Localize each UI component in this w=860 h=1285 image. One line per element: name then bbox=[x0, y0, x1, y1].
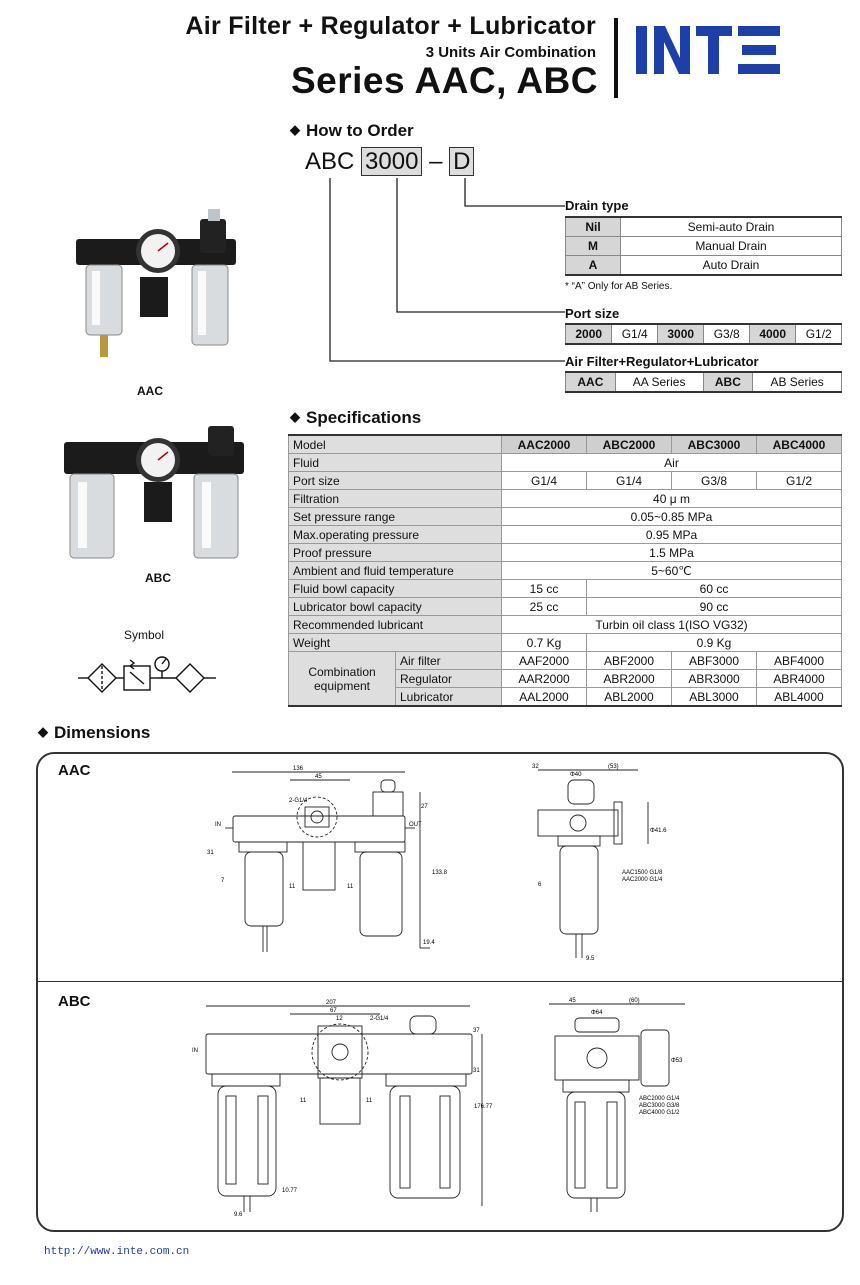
table-row: Fluid Air bbox=[289, 454, 842, 472]
abc-caption: ABC bbox=[145, 571, 171, 585]
svg-text:31: 31 bbox=[473, 1068, 480, 1074]
table-row: Ambient and fluid temperature 5~60℃ bbox=[289, 562, 842, 580]
pneumatic-symbol-icon bbox=[78, 648, 218, 708]
svg-text:10.77: 10.77 bbox=[282, 1188, 298, 1194]
specifications-heading: ◆ Specifications bbox=[290, 408, 422, 427]
svg-text:32: 32 bbox=[532, 764, 539, 770]
page-subtitle: 3 Units Air Combination bbox=[425, 44, 596, 61]
svg-text:9.6: 9.6 bbox=[234, 1212, 243, 1218]
svg-text:37: 37 bbox=[473, 1028, 480, 1034]
svg-text:ABC3000 G3/8: ABC3000 G3/8 bbox=[639, 1103, 680, 1109]
aac-side-drawing bbox=[518, 762, 688, 967]
svg-text:27: 27 bbox=[421, 804, 428, 810]
table-row: Port size G1/4 G1/4 G3/8 G1/2 bbox=[289, 472, 842, 490]
svg-text:136: 136 bbox=[293, 766, 304, 772]
svg-text:(60): (60) bbox=[629, 998, 640, 1004]
port-size-label: Port size bbox=[565, 306, 620, 321]
table-row: Set pressure range 0.05~0.85 MPa bbox=[289, 508, 842, 526]
aac-front-drawing bbox=[205, 762, 450, 972]
page-title: Air Filter + Regulator + Lubricator bbox=[185, 12, 596, 40]
svg-text:67: 67 bbox=[330, 1008, 337, 1014]
abc-side-drawing bbox=[545, 996, 695, 1218]
table-row: Regulator AAR2000 ABR2000 ABR3000 ABR4000 bbox=[289, 670, 842, 688]
svg-text:6: 6 bbox=[538, 882, 542, 888]
svg-text:31: 31 bbox=[207, 850, 214, 856]
svg-text:Φ40: Φ40 bbox=[570, 772, 582, 778]
table-row: Model AAC2000 ABC2000 ABC3000 ABC4000 bbox=[289, 435, 842, 454]
svg-text:Φ41.6: Φ41.6 bbox=[650, 828, 667, 834]
svg-text:12: 12 bbox=[336, 1016, 343, 1022]
table-row: AAC AA Series ABC AB Series bbox=[566, 372, 842, 392]
svg-text:IN: IN bbox=[215, 822, 221, 828]
specifications-table bbox=[288, 434, 842, 707]
table-row: Lubricator AAL2000 ABL2000 ABL3000 ABL4000 bbox=[289, 688, 842, 707]
order-connector-lines bbox=[320, 175, 570, 370]
series-title: Series AAC, ABC bbox=[290, 60, 598, 101]
svg-text:ABC2000 G1/4: ABC2000 G1/4 bbox=[639, 1096, 680, 1102]
svg-text:(53): (53) bbox=[608, 764, 619, 770]
svg-text:AAC1500 G1/8: AAC1500 G1/8 bbox=[622, 870, 663, 876]
svg-text:2-G1/4: 2-G1/4 bbox=[289, 798, 308, 804]
diamond-bullet-icon: ◆ bbox=[290, 409, 300, 424]
drain-type-label: Drain type bbox=[565, 198, 629, 213]
svg-text:11: 11 bbox=[347, 884, 354, 890]
table-row: Combination equipment Air filter AAF2000 ABF2000 ABF3000 ABF4000 bbox=[289, 652, 842, 670]
how-to-order-heading: ◆ How to Order bbox=[290, 121, 414, 140]
svg-text:11: 11 bbox=[366, 1098, 373, 1104]
abc-front-drawing bbox=[190, 996, 493, 1218]
code-prefix: ABC bbox=[305, 148, 355, 175]
symbol-label: Symbol bbox=[124, 628, 165, 642]
svg-text:ABC4000 G1/2: ABC4000 G1/2 bbox=[639, 1110, 680, 1116]
svg-text:19.4: 19.4 bbox=[423, 940, 435, 946]
table-row: Fluid bowl capacity 15 cc 60 cc bbox=[289, 580, 842, 598]
abc-product-image bbox=[60, 420, 250, 568]
dimensions-heading: ◆ Dimensions bbox=[38, 723, 151, 742]
drain-note: * “A” Only for AB Series. bbox=[565, 281, 673, 292]
code-size-box: 3000 bbox=[361, 147, 422, 176]
table-row: 2000 G1/4 3000 G3/8 4000 G1/2 bbox=[566, 324, 842, 344]
table-row: Max.operating pressure 0.95 MPa bbox=[289, 526, 842, 544]
table-row: A Auto Drain bbox=[566, 256, 842, 276]
aac-product-image bbox=[70, 205, 250, 365]
header-divider bbox=[614, 18, 618, 98]
svg-text:207: 207 bbox=[326, 1000, 337, 1006]
order-code bbox=[305, 148, 474, 176]
svg-text:Φ64: Φ64 bbox=[591, 1010, 603, 1016]
table-row: Weight 0.7 Kg 0.9 Kg bbox=[289, 634, 842, 652]
port-size-table bbox=[565, 323, 842, 345]
svg-text:11: 11 bbox=[300, 1098, 307, 1104]
footer-url-link[interactable]: http://www.inte.com.cn bbox=[44, 1246, 190, 1258]
table-row: Proof pressure 1.5 MPa bbox=[289, 544, 842, 562]
svg-text:176.77: 176.77 bbox=[474, 1104, 493, 1110]
combination-table bbox=[565, 371, 842, 393]
svg-text:IN: IN bbox=[192, 1048, 198, 1054]
svg-text:2-G1/4: 2-G1/4 bbox=[370, 1016, 389, 1022]
combination-label: Air Filter+Regulator+Lubricator bbox=[565, 354, 759, 369]
svg-text:45: 45 bbox=[315, 774, 322, 780]
abc-dimension-label: ABC bbox=[58, 993, 91, 1010]
svg-text:9.5: 9.5 bbox=[586, 956, 595, 962]
svg-text:11: 11 bbox=[289, 884, 296, 890]
aac-caption: AAC bbox=[137, 384, 163, 398]
svg-text:AAC2000 G1/4: AAC2000 G1/4 bbox=[622, 877, 663, 883]
table-row: Recommended lubricant Turbin oil class 1(ISO VG32) bbox=[289, 616, 842, 634]
code-dash: – bbox=[429, 148, 443, 175]
svg-text:OUT: OUT bbox=[409, 822, 422, 828]
table-row: Lubricator bowl capacity 25 cc 90 cc bbox=[289, 598, 842, 616]
dimensions-divider bbox=[36, 981, 842, 982]
diamond-bullet-icon: ◆ bbox=[38, 724, 48, 739]
svg-text:133.8: 133.8 bbox=[432, 870, 448, 876]
drain-type-table bbox=[565, 216, 842, 276]
svg-text:Φ53: Φ53 bbox=[671, 1058, 683, 1064]
svg-text:7: 7 bbox=[221, 878, 225, 884]
brand-logo bbox=[634, 22, 784, 88]
inte-logo-icon bbox=[634, 22, 784, 80]
combination-equipment-label: Combination equipment bbox=[289, 652, 396, 707]
table-row: Filtration 40 μ m bbox=[289, 490, 842, 508]
table-row: M Manual Drain bbox=[566, 237, 842, 256]
diamond-bullet-icon: ◆ bbox=[290, 122, 300, 137]
table-row: Nil Semi-auto Drain bbox=[566, 217, 842, 237]
aac-dimension-label: AAC bbox=[58, 762, 91, 779]
code-drain-box: D bbox=[449, 147, 474, 176]
svg-text:45: 45 bbox=[569, 998, 576, 1004]
